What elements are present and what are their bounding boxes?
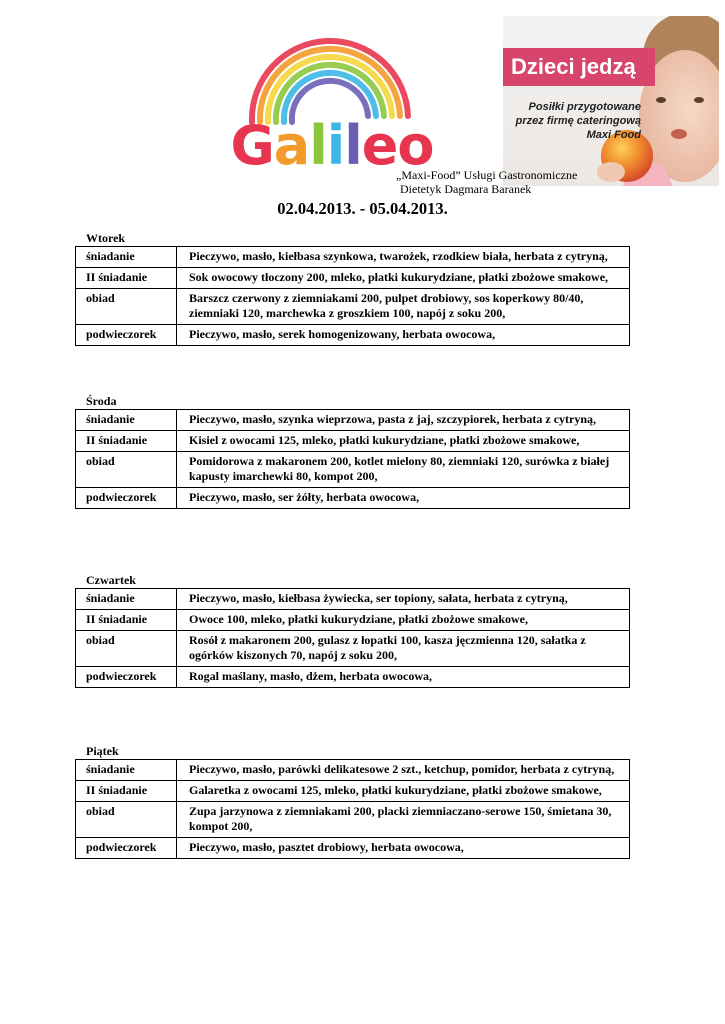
- table-row: [76, 781, 630, 802]
- banner-subtitle-line: przez firmę cateringową: [515, 115, 641, 127]
- logo-letter: e: [361, 114, 398, 177]
- meal-name: II śniadanie: [76, 610, 177, 631]
- meal-name: obiad: [76, 631, 177, 667]
- galileo-logo: [212, 30, 452, 177]
- day-label-thursday: Czwartek: [86, 573, 136, 587]
- table-row: [76, 610, 630, 631]
- meal-description: Owoce 100, mleko, płatki kukurydziane, płatki zbożowe smakowe,: [177, 610, 630, 631]
- meal-description: Pieczywo, masło, kiełbasa szynkowa, twarożek, rzodkiew biała, herbata z cytryną,: [177, 247, 630, 268]
- meal-description: Kisiel z owocami 125, mleko, płatki kukurydziane, płatki zbożowe smakowe,: [177, 431, 630, 452]
- table-row: [76, 802, 630, 838]
- dietitian-name: Dietetyk Dagmara Baranek: [400, 182, 532, 196]
- meal-name: śniadanie: [76, 589, 177, 610]
- menu-table-thursday: [75, 588, 630, 688]
- meal-name: śniadanie: [76, 760, 177, 781]
- meal-description: Barszcz czerwony z ziemniakami 200, pulpet drobiowy, sos koperkowy 80/40, ziemniaki 120, marchewka z groszkiem 100, napój z soku 200,: [177, 289, 630, 325]
- table-row: [76, 631, 630, 667]
- table-row: [76, 410, 630, 431]
- meal-description: Pieczywo, masło, kiełbasa żywiecka, ser topiony, sałata, herbata z cytryną,: [177, 589, 630, 610]
- meal-description: Pieczywo, masło, ser żółty, herbata owocowa,: [177, 488, 630, 509]
- banner-title: Dzieci jedzą: [503, 48, 655, 86]
- table-row: [76, 667, 630, 688]
- meal-description: Pieczywo, masło, szynka wieprzowa, pasta z jaj, szczypiorek, herbata z cytryną,: [177, 410, 630, 431]
- meal-description: Pieczywo, masło, serek homogenizowany, herbata owocowa,: [177, 325, 630, 346]
- table-row: [76, 431, 630, 452]
- promo-banner: [503, 16, 719, 186]
- logo-letter: G: [230, 114, 274, 177]
- menu-table-wednesday: [75, 409, 630, 509]
- logo-letter: l: [309, 114, 327, 177]
- meal-name: podwieczorek: [76, 667, 177, 688]
- meal-name: II śniadanie: [76, 268, 177, 289]
- meal-name: podwieczorek: [76, 325, 177, 346]
- day-label-tuesday: Wtorek: [86, 231, 126, 245]
- table-row: [76, 589, 630, 610]
- meal-name: podwieczorek: [76, 488, 177, 509]
- day-label-friday: Piątek: [86, 744, 119, 758]
- meal-description: Rogal maślany, masło, dżem, herbata owocowa,: [177, 667, 630, 688]
- logo-letter: l: [344, 114, 362, 177]
- table-row: [76, 488, 630, 509]
- logo-letter: i: [326, 114, 345, 177]
- menu-table-friday: [75, 759, 630, 859]
- date-range-title: 02.04.2013. - 05.04.2013.: [277, 199, 448, 218]
- meal-name: śniadanie: [76, 247, 177, 268]
- meal-description: Pieczywo, masło, pasztet drobiowy, herbata owocowa,: [177, 838, 630, 859]
- logo-wordmark: [212, 116, 452, 176]
- meal-name: śniadanie: [76, 410, 177, 431]
- logo-letter: a: [273, 114, 310, 177]
- meal-name: obiad: [76, 289, 177, 325]
- company-info: [396, 168, 577, 196]
- banner-subtitle: [509, 100, 641, 142]
- banner-subtitle-line: Posiłki przygotowane: [528, 101, 641, 113]
- banner-subtitle-line: Maxi Food: [586, 129, 641, 141]
- meal-description: Sok owocowy tłoczony 200, mleko, płatki kukurydziane, płatki zbożowe smakowe,: [177, 268, 630, 289]
- meal-description: Rosół z makaronem 200, gulasz z łopatki 100, kasza jęczmienna 120, sałatka z ogórków kiszonych 70, napój z soku 200,: [177, 631, 630, 667]
- table-row: [76, 289, 630, 325]
- meal-name: obiad: [76, 802, 177, 838]
- table-row: [76, 838, 630, 859]
- meal-name: podwieczorek: [76, 838, 177, 859]
- menu-table-tuesday: [75, 246, 630, 346]
- table-row: [76, 452, 630, 488]
- table-row: [76, 325, 630, 346]
- meal-name: II śniadanie: [76, 431, 177, 452]
- meal-name: II śniadanie: [76, 781, 177, 802]
- table-row: [76, 247, 630, 268]
- table-row: [76, 268, 630, 289]
- table-row: [76, 760, 630, 781]
- meal-description: Zupa jarzynowa z ziemniakami 200, placki ziemniaczano-serowe 150, śmietana 30, kompot 200,: [177, 802, 630, 838]
- meal-name: obiad: [76, 452, 177, 488]
- company-name: „Maxi-Food” Usługi Gastronomiczne: [396, 168, 578, 182]
- logo-letter: o: [397, 114, 434, 177]
- meal-description: Pieczywo, masło, parówki delikatesowe 2 szt., ketchup, pomidor, herbata z cytryną,: [177, 760, 630, 781]
- day-label-wednesday: Środa: [86, 394, 117, 408]
- meal-description: Pomidorowa z makaronem 200, kotlet mielony 80, ziemniaki 120, surówka z białej kapusty imarchewki 80, kompot 200,: [177, 452, 630, 488]
- meal-description: Galaretka z owocami 125, mleko, płatki kukurydziane, płatki zbożowe smakowe,: [177, 781, 630, 802]
